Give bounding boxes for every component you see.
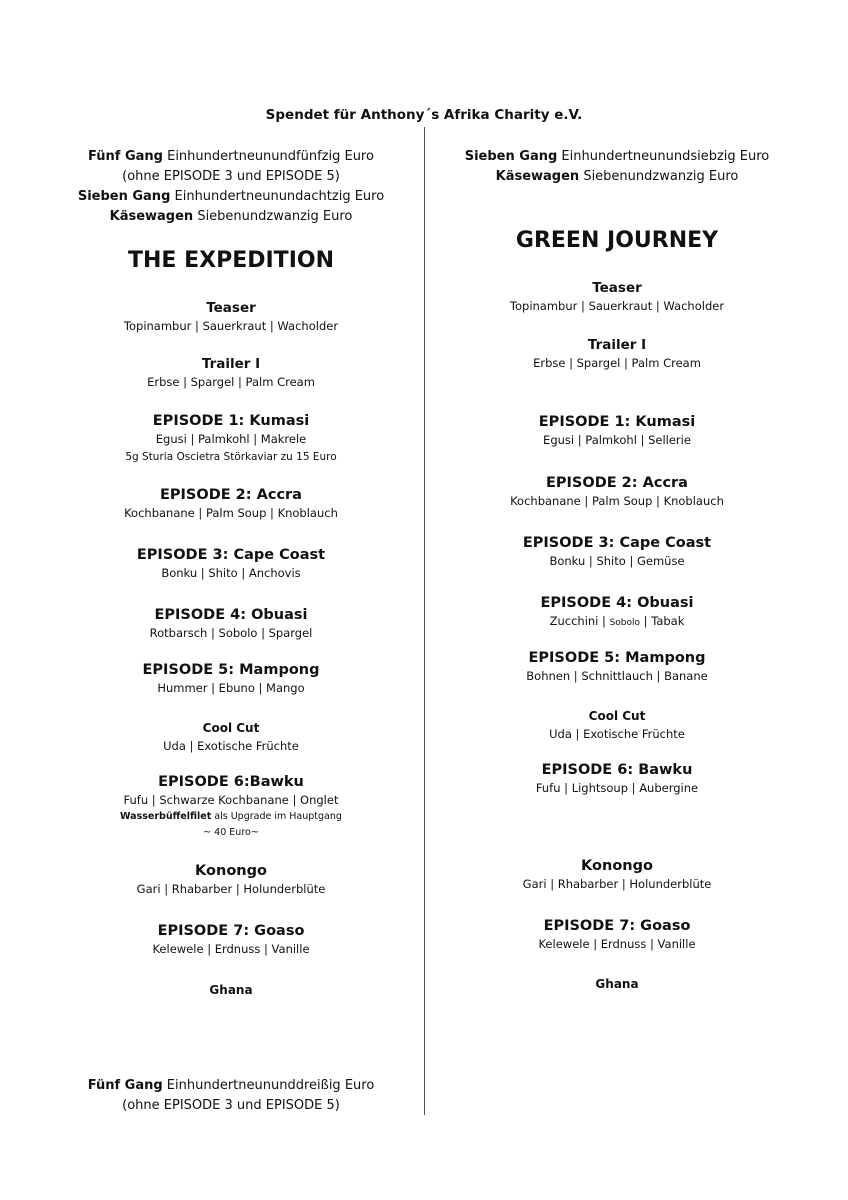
page-header: Spendet für Anthony´s Afrika Charity e.V. — [265, 107, 583, 123]
course-episode-6 — [40, 773, 422, 841]
course-desc: Erbse | Spargel | Palm Cream — [147, 375, 315, 389]
course-desc: Bohnen | Schnittlauch | Banane — [526, 669, 708, 683]
footer-price-block — [40, 1076, 422, 1116]
course-desc: Hummer | Ebuno | Mango — [157, 681, 305, 695]
upgrade-price: ~ 40 Euro~ — [203, 827, 259, 838]
course-episode-2 — [40, 486, 422, 522]
price-line: (ohne EPISODE 3 und EPISODE 5) — [122, 169, 340, 184]
course-desc: Kelewele | Erdnuss | Vanille — [538, 937, 696, 951]
course-name: EPISODE 7: Goaso — [543, 918, 691, 934]
course-name: Teaser — [206, 300, 256, 316]
course-desc: Gari | Rhabarber | Holunderblüte — [522, 877, 712, 891]
course-desc: Gari | Rhabarber | Holunderblüte — [136, 882, 326, 896]
course-desc: Erbse | Spargel | Palm Cream — [533, 356, 701, 370]
course-cool-cut — [427, 707, 807, 743]
course-name: EPISODE 7: Goaso — [157, 923, 305, 939]
course-cool-cut — [40, 719, 422, 755]
course-episode-7 — [40, 922, 422, 958]
menu-title: GREEN JOURNEY — [515, 228, 719, 253]
course-desc: Egusi | Palmkohl | Makrele — [155, 432, 307, 446]
course-episode-7 — [427, 917, 807, 953]
price-line: Käsewagen Siebenundzwanzig Euro — [495, 169, 739, 184]
course-name: EPISODE 6: Bawku — [541, 762, 693, 778]
course-name: Teaser — [592, 280, 642, 296]
course-name: Trailer I — [587, 337, 647, 353]
course-desc: Kochbanane | Palm Soup | Knoblauch — [124, 506, 338, 520]
course-name: EPISODE 4: Obuasi — [154, 607, 308, 623]
course-teaser — [427, 279, 807, 315]
course-name: Trailer I — [201, 356, 261, 372]
course-desc: Uda | Exotische Früchte — [549, 727, 685, 741]
course-name: EPISODE 5: Mampong — [528, 650, 706, 666]
course-name: EPISODE 3: Cape Coast — [136, 547, 326, 563]
course-episode-6 — [427, 761, 807, 797]
ghana-label: Ghana — [209, 983, 253, 997]
course-name: Konongo — [195, 863, 267, 879]
course-episode-5 — [40, 661, 422, 697]
course-name: EPISODE 2: Accra — [160, 487, 302, 503]
course-name: EPISODE 1: Kumasi — [538, 414, 696, 430]
price-line: Sieben Gang Einhundertneunundsiebzig Euro — [464, 149, 770, 164]
price-line: (ohne EPISODE 3 und EPISODE 5) — [122, 1098, 340, 1113]
upgrade-note: Wasserbüffelfilet als Upgrade im Hauptgang — [120, 811, 342, 822]
price-line: Sieben Gang Einhundertneunundachtzig Euro — [77, 189, 385, 204]
price-block-right — [427, 147, 807, 187]
course-episode-1 — [427, 413, 807, 449]
course-episode-3 — [40, 546, 422, 582]
course-desc: Kochbanane | Palm Soup | Knoblauch — [510, 494, 724, 508]
course-desc: Fufu | Schwarze Kochbanane | Onglet — [123, 793, 339, 807]
course-name: Konongo — [581, 858, 653, 874]
column-divider — [424, 127, 425, 1115]
course-desc: Bonku | Shito | Gemüse — [549, 554, 685, 568]
course-name: Cool Cut — [588, 709, 646, 723]
menu-title: THE EXPEDITION — [127, 248, 334, 273]
course-extra: 5g Sturia Oscietra Störkaviar zu 15 Euro — [125, 451, 337, 463]
price-line: Fünf Gang Einhundertneunundfünfzig Euro — [88, 149, 374, 164]
course-name: EPISODE 3: Cape Coast — [522, 535, 712, 551]
course-desc: Bonku | Shito | Anchovis — [161, 566, 301, 580]
course-episode-3 — [427, 534, 807, 570]
course-episode-2 — [427, 474, 807, 510]
price-line: Fünf Gang Einhundertneununddreißig Euro — [87, 1078, 375, 1093]
course-name: EPISODE 5: Mampong — [142, 662, 320, 678]
menu-column-expedition — [40, 0, 422, 1200]
course-teaser — [40, 299, 422, 335]
course-desc: Topinambur | Sauerkraut | Wacholder — [509, 299, 725, 313]
course-desc: Rotbarsch | Sobolo | Spargel — [149, 626, 313, 640]
course-episode-5 — [427, 649, 807, 685]
course-name: EPISODE 1: Kumasi — [152, 413, 310, 429]
course-desc: Kelewele | Erdnuss | Vanille — [152, 942, 310, 956]
course-episode-4 — [427, 594, 807, 632]
course-desc: Uda | Exotische Früchte — [163, 739, 299, 753]
course-name: EPISODE 6:Bawku — [158, 774, 304, 790]
course-desc: Fufu | Lightsoup | Aubergine — [535, 781, 699, 795]
course-trailer — [427, 336, 807, 372]
ghana-label: Ghana — [595, 977, 639, 991]
course-name: EPISODE 4: Obuasi — [540, 595, 694, 611]
menu-column-green-journey — [427, 0, 807, 1200]
course-episode-4 — [40, 606, 422, 642]
price-line: Käsewagen Siebenundzwanzig Euro — [109, 209, 353, 224]
course-name: EPISODE 2: Accra — [546, 475, 688, 491]
price-block-left — [40, 147, 422, 227]
course-konongo — [40, 862, 422, 898]
course-desc: Egusi | Palmkohl | Sellerie — [543, 433, 691, 447]
course-konongo — [427, 857, 807, 893]
course-desc: Topinambur | Sauerkraut | Wacholder — [123, 319, 339, 333]
course-trailer — [40, 355, 422, 391]
course-desc: Zucchini | Sobolo | Tabak — [549, 614, 685, 628]
course-name: Cool Cut — [202, 721, 260, 735]
course-episode-1 — [40, 412, 422, 466]
